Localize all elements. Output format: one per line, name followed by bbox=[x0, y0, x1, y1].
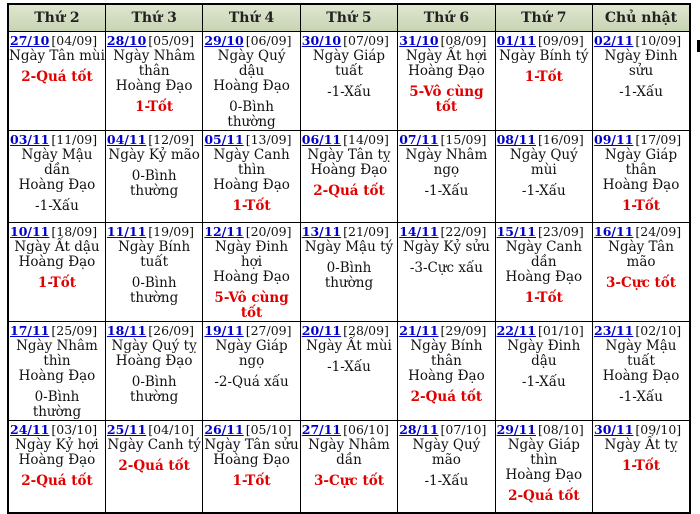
day-name: Ngày Canh tý bbox=[107, 437, 201, 453]
date-line bbox=[106, 223, 202, 240]
day-rating: 1-Tốt bbox=[135, 99, 174, 115]
lunar-date: [08/10] bbox=[537, 422, 584, 437]
lunar-date: [21/09] bbox=[343, 224, 389, 239]
day-cell bbox=[8, 131, 105, 223]
date-line bbox=[106, 421, 202, 438]
day-cell bbox=[300, 322, 397, 421]
hoang-dao-status: Hoàng Đạo bbox=[115, 353, 193, 369]
day-name: Ngày Đinh sửu bbox=[604, 48, 678, 79]
hoang-dao-status: Hoàng Đạo bbox=[18, 177, 96, 193]
lunar-date: [02/10] bbox=[635, 323, 682, 338]
hoang-dao-status: Hoàng Đạo bbox=[602, 368, 680, 384]
week-row bbox=[8, 421, 690, 514]
lunar-date: [13/09] bbox=[245, 132, 292, 147]
solar-date-link[interactable]: 04/11 bbox=[106, 132, 147, 147]
day-rating: -1-Xấu bbox=[424, 183, 469, 199]
hoang-dao-status: Hoàng Đạo bbox=[408, 63, 485, 79]
day-rating: -1-Xấu bbox=[521, 374, 566, 390]
day-cell bbox=[398, 32, 495, 131]
lunar-date: [06/09] bbox=[245, 33, 292, 48]
lunar-date: [12/09] bbox=[148, 132, 195, 147]
day-name: Ngày Giáp thìn bbox=[507, 437, 580, 468]
day-name: Ngày Mậu tuất bbox=[605, 338, 677, 369]
solar-date-link[interactable]: 02/11 bbox=[594, 33, 634, 48]
lunar-date: [18/09] bbox=[51, 224, 98, 239]
hoang-dao-status: Hoàng Đạo bbox=[602, 177, 680, 193]
day-rating: 5-Vô cùng tốt bbox=[409, 84, 484, 115]
day-cell bbox=[398, 322, 495, 421]
day-name: Ngày Bính tý bbox=[499, 48, 589, 64]
day-cell bbox=[593, 322, 690, 421]
day-name: Ngày Ất tỵ bbox=[604, 437, 678, 453]
day-rating: 2-Quá tốt bbox=[508, 488, 580, 504]
day-rating: -1-Xấu bbox=[35, 198, 79, 214]
day-name: Ngày Mậu tý bbox=[304, 239, 394, 255]
date-line bbox=[106, 32, 202, 49]
day-cell bbox=[203, 223, 300, 322]
lunar-date: [17/09] bbox=[635, 132, 682, 147]
hoang-dao-status: Hoàng Đạo bbox=[505, 269, 583, 285]
solar-date-link[interactable]: 29/10 bbox=[204, 33, 244, 48]
lunar-date: [25/09] bbox=[51, 323, 98, 338]
day-rating: -1-Xấu bbox=[327, 84, 371, 100]
date-line bbox=[496, 223, 592, 240]
day-rating: 1-Tốt bbox=[524, 69, 563, 85]
day-name: Ngày Quý mão bbox=[412, 437, 481, 468]
date-line bbox=[593, 223, 689, 240]
day-name: Ngày Tân sửu bbox=[204, 437, 299, 453]
day-rating: -2-Quá xấu bbox=[214, 374, 289, 390]
solar-date-link[interactable]: 08/11 bbox=[496, 132, 536, 147]
lunar-date: [14/09] bbox=[343, 132, 389, 147]
solar-date-link[interactable]: 22/11 bbox=[496, 323, 536, 338]
day-name: Ngày Đinh dậu bbox=[507, 338, 581, 369]
solar-date-link[interactable]: 16/11 bbox=[594, 224, 634, 239]
lunar-date: [29/09] bbox=[440, 323, 487, 338]
date-line bbox=[398, 421, 494, 438]
solar-date-link[interactable]: 29/11 bbox=[496, 422, 536, 437]
lunar-date: [05/10] bbox=[245, 422, 292, 437]
hoang-dao-status: Hoàng Đạo bbox=[213, 452, 290, 468]
day-cell bbox=[300, 223, 397, 322]
week-row bbox=[8, 131, 690, 223]
date-line bbox=[301, 421, 397, 438]
day-cell bbox=[105, 421, 202, 514]
date-line bbox=[398, 223, 494, 240]
day-rating: -1-Xấu bbox=[424, 473, 469, 489]
solar-date-link[interactable]: 10/11 bbox=[10, 224, 50, 239]
weekday-header: Thứ 5 bbox=[300, 4, 397, 32]
day-cell bbox=[593, 223, 690, 322]
solar-date-link[interactable]: 27/11 bbox=[301, 422, 342, 437]
lunar-date: [09/09] bbox=[537, 33, 584, 48]
lunar-date: [22/09] bbox=[440, 224, 487, 239]
day-rating: 1-Tốt bbox=[37, 275, 76, 291]
day-cell bbox=[105, 322, 202, 421]
lunar-date: [20/09] bbox=[245, 224, 292, 239]
day-name: Ngày Ất mùi bbox=[306, 338, 392, 354]
hoang-dao-status: Hoàng Đạo bbox=[408, 368, 485, 384]
day-cell bbox=[105, 32, 202, 131]
solar-date-link[interactable]: 07/11 bbox=[399, 132, 439, 147]
day-name: Ngày Quý mùi bbox=[509, 147, 578, 178]
day-cell bbox=[495, 322, 592, 421]
lunar-date: [26/09] bbox=[148, 323, 195, 338]
day-name: Ngày Giáp thân bbox=[604, 147, 678, 178]
week-row bbox=[8, 223, 690, 322]
solar-date-link[interactable]: 01/11 bbox=[496, 33, 536, 48]
lunar-date: [04/09] bbox=[51, 33, 98, 48]
day-rating: 5-Vô cùng tốt bbox=[214, 290, 289, 321]
day-name: Ngày Mậu dần bbox=[21, 147, 93, 178]
day-rating: 0-Bình thường bbox=[129, 275, 179, 306]
solar-date-link[interactable]: 05/11 bbox=[204, 132, 244, 147]
solar-date-link[interactable]: 31/10 bbox=[399, 33, 439, 48]
day-rating: -1-Xấu bbox=[619, 84, 663, 100]
lunar-date: [03/10] bbox=[51, 422, 98, 437]
solar-date-link[interactable]: 25/11 bbox=[106, 422, 147, 437]
date-line bbox=[496, 131, 592, 148]
day-name: Ngày Tân tỵ bbox=[307, 147, 391, 163]
weekday-header-row bbox=[8, 4, 690, 32]
lunar-date: [04/10] bbox=[148, 422, 195, 437]
day-rating: 0-Bình thường bbox=[227, 99, 276, 130]
solar-date-link[interactable]: 13/11 bbox=[301, 224, 342, 239]
date-line bbox=[398, 322, 494, 339]
day-cell bbox=[203, 32, 300, 131]
date-line bbox=[398, 32, 494, 49]
day-name: Ngày Nhâm ngọ bbox=[405, 147, 488, 178]
day-rating: 3-Cực tốt bbox=[606, 275, 676, 291]
lunar-date: [16/09] bbox=[537, 132, 584, 147]
weekday-header: Chủ nhật bbox=[593, 4, 690, 32]
day-cell bbox=[495, 223, 592, 322]
day-rating: 0-Bình thường bbox=[324, 260, 374, 291]
day-rating: 0-Bình thường bbox=[32, 389, 82, 420]
day-cell bbox=[300, 421, 397, 514]
day-cell bbox=[495, 32, 592, 131]
date-line bbox=[203, 131, 299, 148]
day-rating: 3-Cực tốt bbox=[314, 473, 384, 489]
date-line bbox=[496, 421, 592, 438]
solar-date-link[interactable]: 28/10 bbox=[106, 33, 147, 48]
date-line bbox=[398, 131, 494, 148]
solar-date-link[interactable]: 14/11 bbox=[399, 224, 439, 239]
lunar-date: [24/09] bbox=[635, 224, 682, 239]
lunar-date: [10/09] bbox=[635, 33, 682, 48]
solar-date-link[interactable]: 15/11 bbox=[496, 224, 536, 239]
date-line bbox=[203, 421, 299, 438]
day-cell bbox=[495, 131, 592, 223]
day-name: Ngày Giáp ngọ bbox=[215, 338, 288, 369]
solar-date-link[interactable]: 20/11 bbox=[301, 323, 342, 338]
date-line bbox=[203, 322, 299, 339]
lunar-date: [07/10] bbox=[440, 422, 487, 437]
hoang-dao-status: Hoàng Đạo bbox=[505, 467, 583, 483]
day-name: Ngày Bính thân bbox=[410, 338, 483, 369]
date-line bbox=[301, 32, 397, 49]
lunar-date: [07/09] bbox=[343, 33, 389, 48]
weekday-header: Thứ 2 bbox=[8, 4, 105, 32]
day-cell bbox=[8, 32, 105, 131]
day-name: Ngày Kỷ hợi bbox=[15, 437, 99, 453]
date-line bbox=[593, 421, 689, 438]
day-name: Ngày Canh dần bbox=[505, 239, 582, 270]
lunar-date: [23/09] bbox=[537, 224, 584, 239]
date-line bbox=[106, 131, 202, 148]
weekday-header: Thứ 6 bbox=[398, 4, 495, 32]
day-cell bbox=[8, 223, 105, 322]
solar-date-link[interactable]: 03/11 bbox=[10, 132, 50, 147]
day-name: Ngày Ất dậu bbox=[14, 239, 100, 255]
solar-date-link[interactable]: 23/11 bbox=[594, 323, 634, 338]
lunar-date: [08/09] bbox=[440, 33, 487, 48]
day-name: Ngày Ất hợi bbox=[405, 48, 487, 64]
day-name: Ngày Đinh hợi bbox=[215, 239, 289, 270]
solar-date-link[interactable]: 17/11 bbox=[10, 323, 50, 338]
date-line bbox=[593, 131, 689, 148]
solar-date-link[interactable]: 18/11 bbox=[106, 323, 147, 338]
day-cell bbox=[300, 32, 397, 131]
day-cell bbox=[495, 421, 592, 514]
lunar-date: [11/09] bbox=[51, 132, 98, 147]
day-rating: -1-Xấu bbox=[327, 359, 371, 375]
day-cell bbox=[593, 131, 690, 223]
day-name: Ngày Quý dậu bbox=[217, 48, 286, 79]
lunar-date: [15/09] bbox=[440, 132, 487, 147]
date-line bbox=[9, 32, 105, 49]
solar-date-link[interactable]: 12/11 bbox=[204, 224, 244, 239]
day-rating: -1-Xấu bbox=[521, 183, 566, 199]
day-cell bbox=[398, 421, 495, 514]
solar-date-link[interactable]: 19/11 bbox=[204, 323, 244, 338]
day-cell bbox=[8, 421, 105, 514]
day-cell bbox=[203, 322, 300, 421]
hoang-dao-status: Hoàng Đạo bbox=[18, 452, 96, 468]
date-line bbox=[9, 223, 105, 240]
hoang-dao-status: Hoàng Đạo bbox=[310, 162, 388, 178]
hoang-dao-status: Hoàng Đạo bbox=[213, 78, 290, 94]
day-cell bbox=[398, 223, 495, 322]
lunar-date: [09/10] bbox=[635, 422, 682, 437]
date-line bbox=[203, 32, 299, 49]
date-line bbox=[9, 322, 105, 339]
solar-date-link[interactable]: 30/11 bbox=[594, 422, 634, 437]
date-line bbox=[9, 131, 105, 148]
day-cell bbox=[300, 131, 397, 223]
solar-date-link[interactable]: 27/10 bbox=[10, 33, 50, 48]
date-line bbox=[593, 322, 689, 339]
solar-date-link[interactable]: 28/11 bbox=[399, 422, 439, 437]
weekday-header: Thứ 7 bbox=[495, 4, 592, 32]
day-rating: 2-Quá tốt bbox=[410, 389, 483, 405]
date-line bbox=[9, 421, 105, 438]
date-line bbox=[106, 322, 202, 339]
solar-date-link[interactable]: 26/11 bbox=[204, 422, 244, 437]
date-line bbox=[301, 322, 397, 339]
weekday-header: Thứ 4 bbox=[203, 4, 300, 32]
day-rating: -3-Cực xấu bbox=[409, 260, 483, 276]
day-rating: 0-Bình thường bbox=[129, 374, 179, 405]
weekday-header: Thứ 3 bbox=[105, 4, 202, 32]
day-rating: 0-Bình thường bbox=[129, 168, 179, 199]
day-name: Ngày Canh thìn bbox=[213, 147, 290, 178]
lunar-date: [19/09] bbox=[148, 224, 195, 239]
date-line bbox=[593, 32, 689, 49]
date-line bbox=[301, 131, 397, 148]
day-rating: -1-Xấu bbox=[619, 389, 663, 405]
day-name: Ngày Kỷ mão bbox=[108, 147, 200, 163]
day-name: Ngày Giáp tuất bbox=[312, 48, 386, 79]
day-cell bbox=[398, 131, 495, 223]
lunar-calendar-table bbox=[7, 3, 691, 514]
day-cell bbox=[105, 223, 202, 322]
hoang-dao-status: Hoàng Đạo bbox=[213, 177, 290, 193]
solar-date-link[interactable]: 30/10 bbox=[301, 33, 342, 48]
day-cell bbox=[203, 421, 300, 514]
day-cell bbox=[593, 32, 690, 131]
lunar-date: [01/10] bbox=[537, 323, 584, 338]
day-cell bbox=[8, 322, 105, 421]
day-name: Ngày Nhâm dần bbox=[308, 437, 390, 468]
day-name: Ngày Bính tuất bbox=[118, 239, 191, 270]
hoang-dao-status: Hoàng Đạo bbox=[18, 368, 96, 384]
date-line bbox=[203, 223, 299, 240]
day-name: Ngày Quý tỵ bbox=[111, 338, 197, 354]
lunar-date: [06/10] bbox=[343, 422, 389, 437]
day-rating: 1-Tốt bbox=[621, 458, 661, 474]
day-cell bbox=[105, 131, 202, 223]
day-rating: 2-Quá tốt bbox=[21, 473, 93, 489]
solar-date-link[interactable]: 06/11 bbox=[301, 132, 342, 147]
date-line bbox=[496, 32, 592, 49]
week-row bbox=[8, 322, 690, 421]
solar-date-link[interactable]: 09/11 bbox=[594, 132, 634, 147]
solar-date-link[interactable]: 24/11 bbox=[10, 422, 50, 437]
lunar-date: [05/09] bbox=[148, 33, 195, 48]
hoang-dao-status: Hoàng Đạo bbox=[115, 78, 193, 94]
lunar-date: [27/09] bbox=[245, 323, 292, 338]
day-rating: 2-Quá tốt bbox=[313, 183, 385, 199]
day-cell bbox=[203, 131, 300, 223]
day-name: Ngày Nhâm thân bbox=[113, 48, 196, 79]
solar-date-link[interactable]: 21/11 bbox=[399, 323, 439, 338]
day-rating: 2-Quá tốt bbox=[21, 69, 93, 85]
day-rating: 1-Tốt bbox=[621, 198, 661, 214]
solar-date-link[interactable]: 11/11 bbox=[106, 224, 147, 239]
day-name: Ngày Tân mùi bbox=[9, 48, 105, 64]
day-rating: 1-Tốt bbox=[524, 290, 563, 306]
week-row bbox=[8, 32, 690, 131]
day-name: Ngày Nhâm thìn bbox=[16, 338, 98, 369]
day-rating: 1-Tốt bbox=[232, 473, 271, 489]
day-name: Ngày Kỷ sửu bbox=[403, 239, 490, 255]
day-cell bbox=[593, 421, 690, 514]
date-line bbox=[301, 223, 397, 240]
calendar-body bbox=[8, 32, 690, 514]
day-rating: 1-Tốt bbox=[232, 198, 271, 214]
hoang-dao-status: Hoàng Đạo bbox=[18, 254, 96, 270]
lunar-date: [28/09] bbox=[343, 323, 389, 338]
date-line bbox=[496, 322, 592, 339]
hoang-dao-status: Hoàng Đạo bbox=[213, 269, 290, 285]
day-name: Ngày Tân mão bbox=[608, 239, 674, 270]
day-rating: 2-Quá tốt bbox=[118, 458, 190, 474]
